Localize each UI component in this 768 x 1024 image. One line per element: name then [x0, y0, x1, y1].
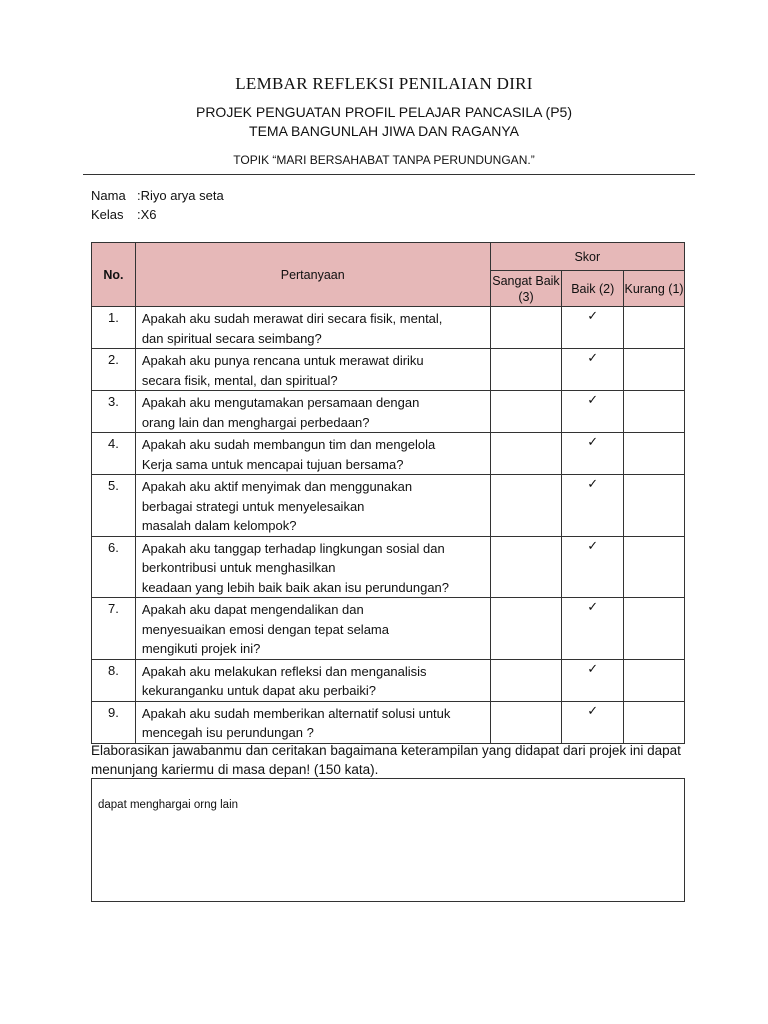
student-name-row — [91, 187, 224, 205]
question-line: Apakah aku tanggap terhadap lingkungan sosial dan — [141, 540, 445, 556]
score-less-cell[interactable] — [624, 391, 685, 433]
score-less-cell[interactable] — [624, 307, 685, 349]
student-class-row — [91, 206, 157, 224]
column-header-less: Kurang (1) — [624, 271, 685, 307]
question-line: orang lain dan menghargai perbedaan? — [141, 414, 370, 430]
question-line: Apakah aku mengutamakan persamaan dengan — [141, 395, 420, 410]
elaboration-prompt: Elaborasikan jawabanmu dan ceritakan bagaimana keterampilan yang didapat dari projek ini dapat menunjang kariermu di masa depan! (150 kata). — [91, 743, 681, 777]
question-line: mencegah isu perundungan ? — [141, 725, 314, 740]
checkmark-icon: ✓ — [587, 537, 599, 553]
checkmark-icon: ✓ — [587, 660, 599, 676]
table-row — [92, 433, 685, 475]
score-very-good-cell[interactable] — [490, 391, 562, 433]
checkmark-icon: ✓ — [587, 434, 599, 449]
question-cell — [135, 598, 490, 660]
document-topic: TOPIK “MARI BERSAHABAT TANPA PERUNDUNGAN.” — [233, 153, 535, 167]
score-very-good-cell[interactable] — [490, 475, 562, 537]
name-label: Nama — [91, 188, 126, 203]
checkmark-icon: ✓ — [587, 392, 599, 407]
question-cell — [135, 391, 490, 433]
score-very-good-cell[interactable] — [490, 307, 562, 349]
document-subtitle-project: PROJEK PENGUATAN PROFIL PELAJAR PANCASILA (P5) — [195, 104, 573, 120]
checkmark-icon: ✓ — [587, 308, 599, 323]
score-very-good-cell[interactable] — [490, 536, 562, 598]
question-cell — [135, 701, 490, 743]
score-less-cell[interactable] — [624, 598, 685, 660]
question-cell — [135, 536, 490, 598]
column-header-question: Pertanyaan — [135, 243, 490, 307]
column-header-score: Skor — [490, 243, 684, 271]
score-good-cell[interactable] — [562, 659, 624, 701]
question-cell — [135, 433, 490, 475]
row-number: 9. — [92, 701, 136, 743]
answer-box[interactable] — [91, 778, 685, 902]
score-good-cell[interactable] — [562, 475, 624, 537]
score-good-cell[interactable] — [562, 391, 624, 433]
question-line: mengikuti projek ini? — [141, 641, 261, 656]
document-subtitle-theme: TEMA BANGUNLAH JIWA DAN RAGANYA — [249, 123, 519, 139]
question-line: menyesuaikan emosi dengan tepat selama — [141, 621, 389, 637]
table-row — [92, 536, 685, 598]
question-cell — [135, 475, 490, 537]
score-good-cell[interactable] — [562, 701, 624, 743]
table-row — [92, 391, 685, 433]
row-number: 6. — [92, 536, 136, 598]
question-line: Apakah aku sudah merawat diri secara fisik, mental, — [141, 311, 443, 326]
score-less-cell[interactable] — [624, 536, 685, 598]
row-number: 5. — [92, 475, 136, 537]
question-line: Kerja sama untuk mencapai tujuan bersama? — [141, 456, 404, 472]
question-line: masalah dalam kelompok? — [141, 518, 297, 533]
score-very-good-cell[interactable] — [490, 598, 562, 660]
table-row — [92, 598, 685, 660]
question-line: berkontribusi untuk menghasilkan — [141, 560, 336, 575]
score-less-cell[interactable] — [624, 701, 685, 743]
row-number: 2. — [92, 349, 136, 391]
question-line: kekuranganku untuk dapat aku perbaiki? — [141, 683, 376, 698]
score-very-good-cell[interactable] — [490, 433, 562, 475]
question-cell — [135, 349, 490, 391]
score-less-cell[interactable] — [624, 349, 685, 391]
question-line: dan spiritual secara seimbang? — [141, 330, 322, 346]
table-row — [92, 307, 685, 349]
self-assessment-table — [91, 242, 685, 744]
column-header-good: Baik (2) — [562, 271, 624, 307]
score-good-cell[interactable] — [562, 349, 624, 391]
question-line: berbagai strategi untuk menyelesaikan — [141, 498, 365, 514]
question-line: secara fisik, mental, dan spiritual? — [141, 372, 338, 388]
row-number: 7. — [92, 598, 136, 660]
score-very-good-cell[interactable] — [490, 349, 562, 391]
document-title: LEMBAR REFLEKSI PENILAIAN DIRI — [235, 74, 533, 93]
question-cell — [135, 307, 490, 349]
score-very-good-cell[interactable] — [490, 659, 562, 701]
name-value: :Riyo arya seta — [137, 188, 224, 203]
table-row — [92, 475, 685, 537]
score-less-cell[interactable] — [624, 433, 685, 475]
row-number: 1. — [92, 307, 136, 349]
score-good-cell[interactable] — [562, 307, 624, 349]
table-row — [92, 701, 685, 743]
question-line: keadaan yang lebih baik baik akan isu perundungan? — [141, 579, 450, 595]
question-line: Apakah aku dapat mengendalikan dan — [141, 602, 364, 617]
table-row — [92, 659, 685, 701]
row-number: 4. — [92, 433, 136, 475]
header-divider — [83, 174, 695, 175]
score-very-good-cell[interactable] — [490, 701, 562, 743]
score-good-cell[interactable] — [562, 536, 624, 598]
row-number: 8. — [92, 659, 136, 701]
score-less-cell[interactable] — [624, 475, 685, 537]
score-good-cell[interactable] — [562, 598, 624, 660]
table-body — [92, 307, 685, 744]
class-value: :X6 — [137, 207, 157, 222]
question-line: Apakah aku aktif menyimak dan menggunakan — [141, 479, 413, 494]
table-row — [92, 349, 685, 391]
row-number: 3. — [92, 391, 136, 433]
question-line: Apakah aku sudah memberikan alternatif solusi untuk — [141, 705, 451, 721]
answer-text: dapat menghargai orng lain — [98, 799, 239, 811]
checkmark-icon: ✓ — [587, 476, 599, 491]
checkmark-icon: ✓ — [587, 350, 599, 365]
column-header-number: No. — [92, 243, 136, 307]
question-cell — [135, 659, 490, 701]
checkmark-icon: ✓ — [587, 599, 599, 614]
question-line: Apakah aku sudah membangun tim dan mengelola — [141, 437, 436, 452]
question-line: Apakah aku melakukan refleksi dan menganalisis — [141, 663, 427, 679]
question-line: Apakah aku punya rencana untuk merawat diriku — [141, 353, 424, 368]
class-label: Kelas — [91, 207, 124, 222]
score-less-cell[interactable] — [624, 659, 685, 701]
column-header-very-good: Sangat Baik (3) — [490, 271, 562, 307]
checkmark-icon: ✓ — [587, 702, 599, 718]
score-good-cell[interactable] — [562, 433, 624, 475]
